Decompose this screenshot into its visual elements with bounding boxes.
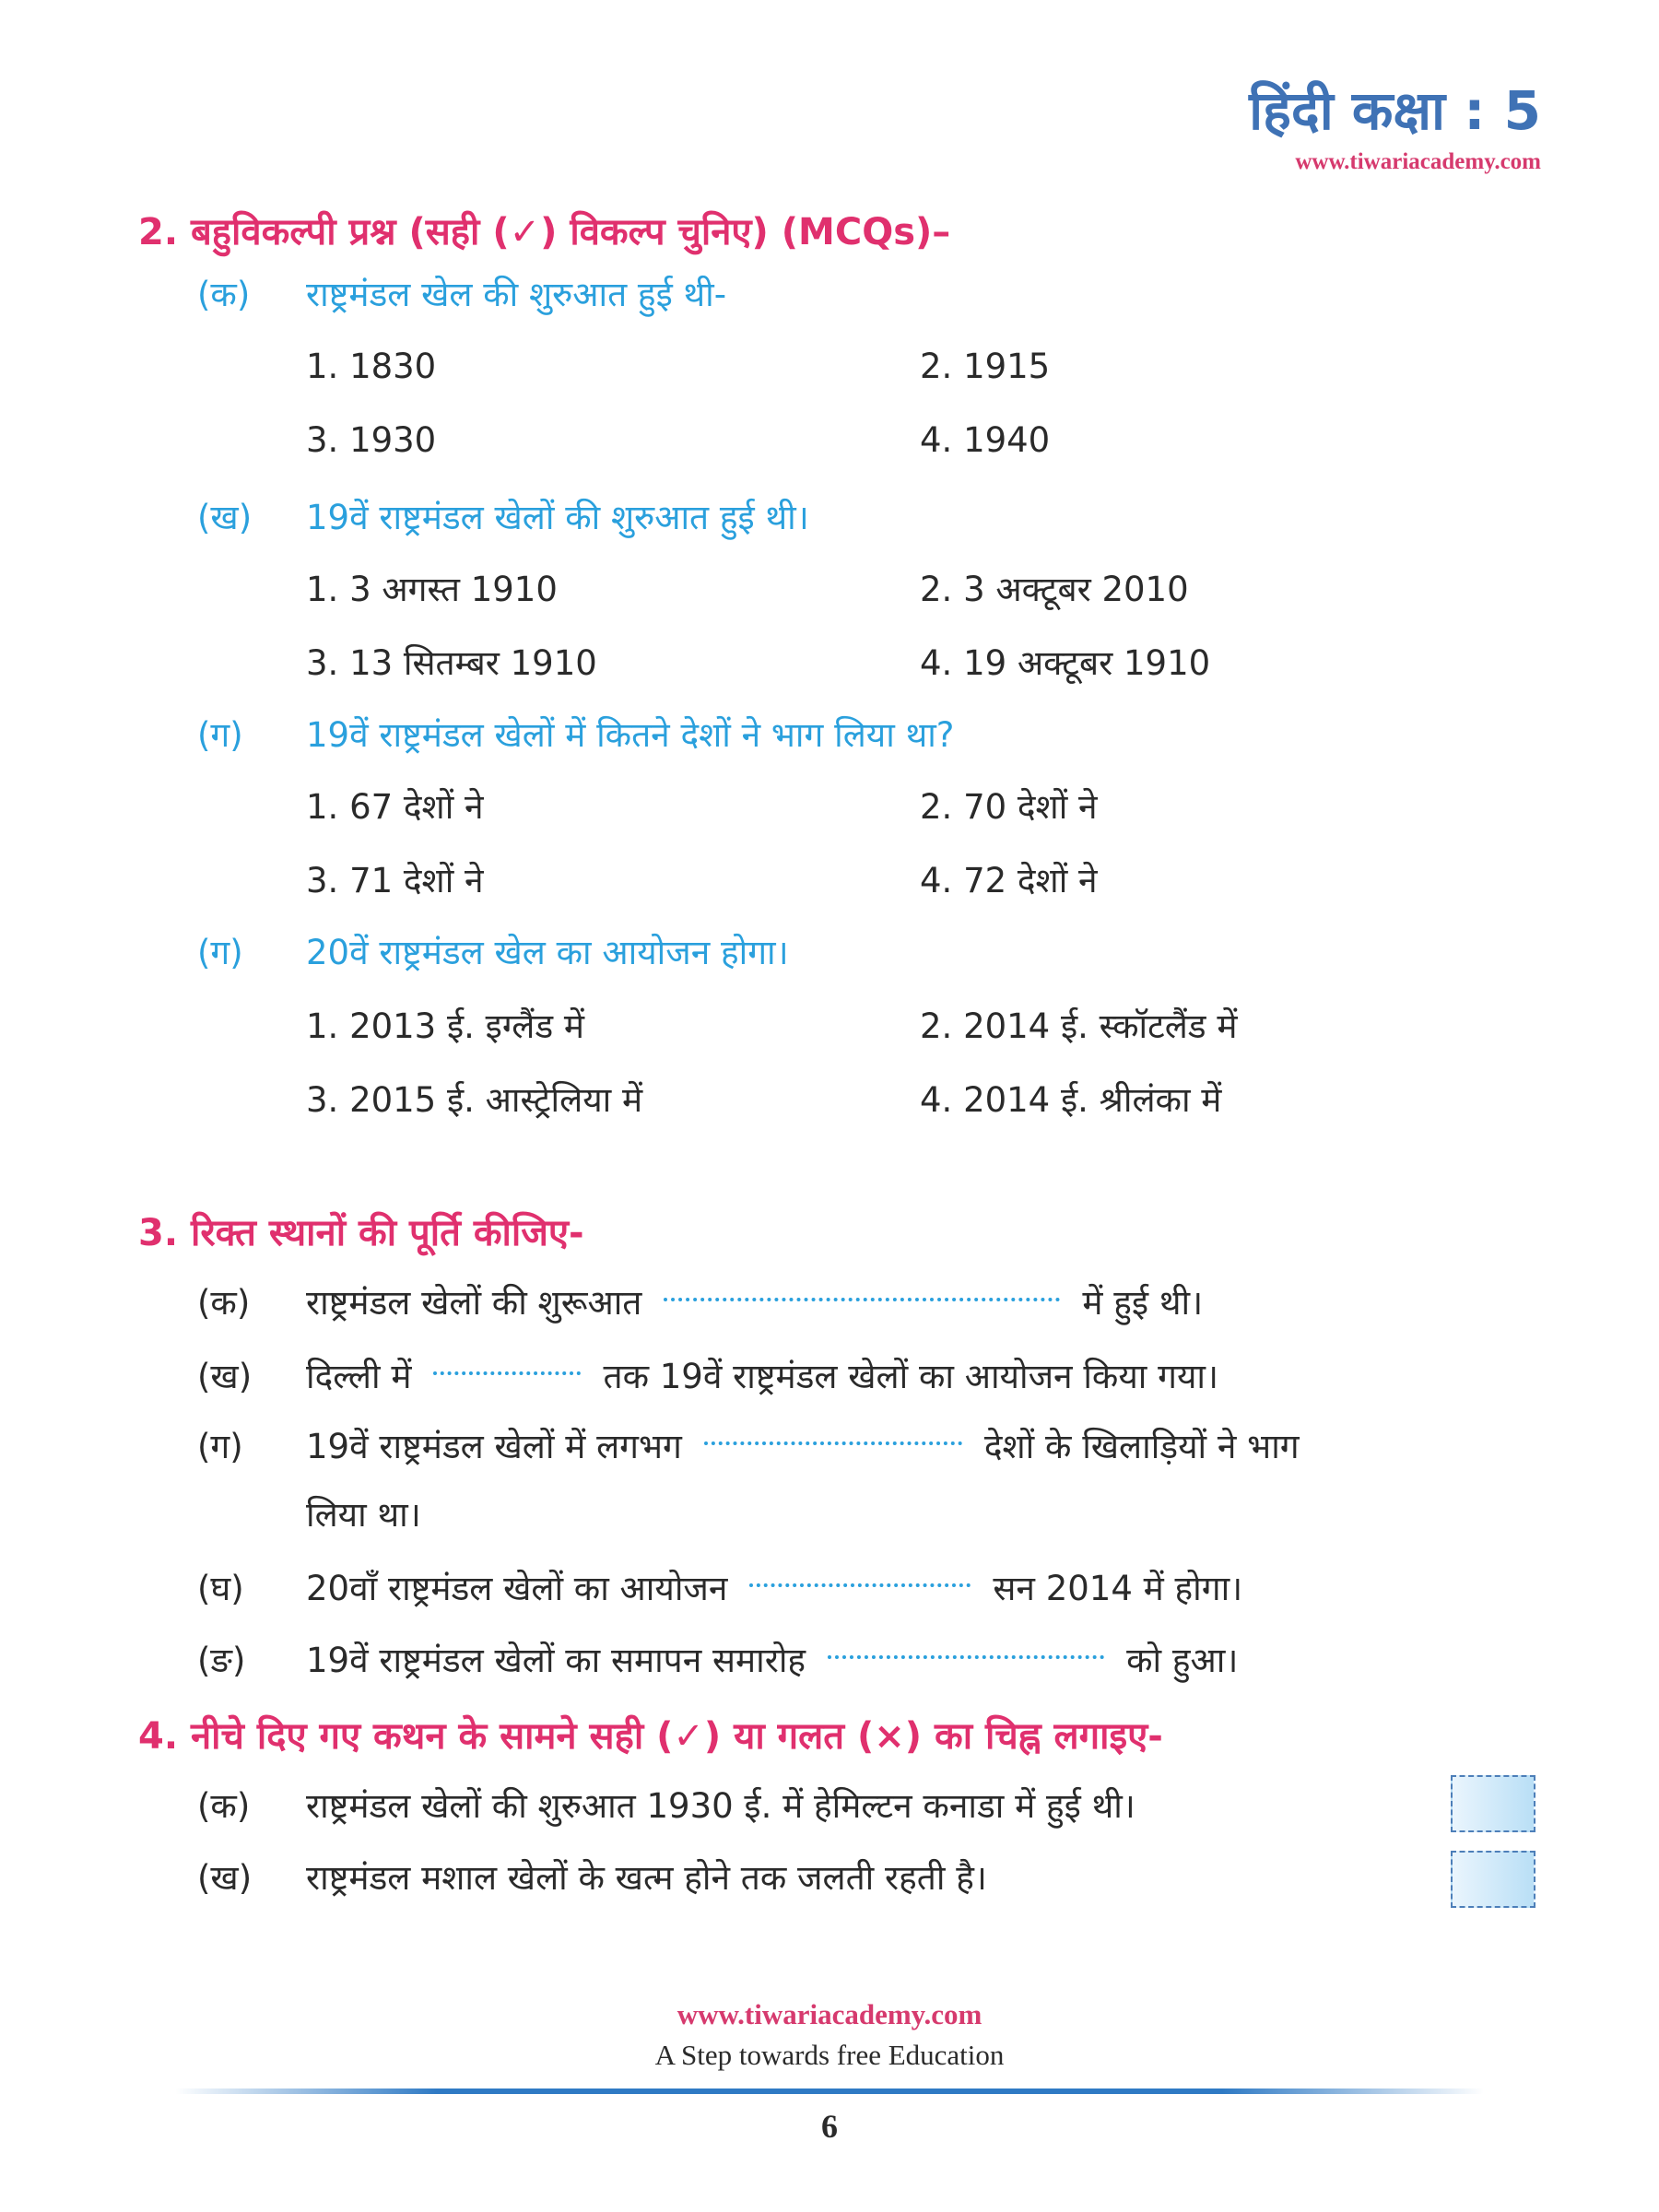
true-false-item (197, 1781, 1135, 1828)
item-text-before: दिल्ली में (306, 1357, 412, 1396)
item-text: राष्ट्रमंडल मशाल खेलों के खत्म होने तक जलती रहती है। (306, 1858, 987, 1898)
item-text-after: को हुआ। (1126, 1641, 1239, 1680)
item-text-before: 20वाँ राष्ट्रमंडल खेलों का आयोजन (306, 1569, 728, 1608)
item-text-before: 19वें राष्ट्रमंडल खेलों का समापन समारोह (306, 1641, 806, 1680)
fill-item-continuation: लिया था। (306, 1495, 421, 1535)
mcq-question-3 (197, 710, 954, 757)
blank-field[interactable] (704, 1421, 962, 1445)
header-website-link[interactable]: www.tiwariacademy.com (1295, 149, 1541, 174)
blank-field[interactable] (749, 1563, 971, 1587)
mcq-option[interactable]: 3. 71 देशों ने (306, 861, 484, 900)
mcq-option[interactable]: 1. 2013 ई. इग्लैंड में (306, 1006, 585, 1046)
fill-item (197, 1277, 1203, 1324)
question-text: 19वें राष्ट्रमंडल खेलों में कितने देशों ने भाग लिया था? (306, 715, 955, 755)
mcq-option[interactable]: 3. 13 सितम्बर 1910 (306, 643, 597, 683)
question-text: 20वें राष्ट्रमंडल खेल का आयोजन होगा। (306, 933, 789, 972)
item-label: (ख) (197, 1858, 253, 1898)
item-label: (घ) (197, 1569, 244, 1608)
item-text-after: तक 19वें राष्ट्रमंडल खेलों का आयोजन किया गया। (603, 1357, 1219, 1396)
mcq-option[interactable]: 3. 2015 ई. आस्ट्रेलिया में (306, 1080, 643, 1120)
item-label: (ख) (197, 1357, 253, 1396)
mcq-option[interactable]: 4. 72 देशों ने (920, 861, 1098, 900)
question-text: राष्ट्रमंडल खेल की शुरुआत हुई थी- (306, 275, 727, 314)
fill-item (197, 1351, 1218, 1398)
mcq-option[interactable]: 2. 2014 ई. स्कॉटलैंड में (920, 1006, 1238, 1046)
page-number: 6 (821, 2108, 838, 2145)
mcq-option[interactable]: 1. 67 देशों ने (306, 787, 484, 827)
question-label: (क) (197, 275, 251, 314)
mcq-option[interactable]: 2. 1915 (920, 347, 1051, 386)
answer-checkbox[interactable] (1451, 1775, 1535, 1832)
mcq-option[interactable]: 3. 1930 (306, 420, 437, 460)
mcq-option[interactable]: 1. 3 अगस्त 1910 (306, 570, 558, 609)
mcq-option[interactable]: 1. 1830 (306, 347, 437, 386)
mcq-section-heading: 2. बहुविकल्पी प्रश्न (सही (✓) विकल्प चुनिए) (MCQs)– (138, 211, 951, 253)
item-label: (क) (197, 1283, 251, 1323)
item-label: (ङ) (197, 1641, 246, 1680)
footer-website-link[interactable]: www.tiwariacademy.com (677, 1998, 982, 2030)
item-text-after: में हुई थी। (1082, 1283, 1204, 1323)
mcq-option[interactable]: 4. 1940 (920, 420, 1051, 460)
mcq-question-1 (197, 269, 726, 316)
fill-blanks-heading: 3. रिक्त स्थानों की पूर्ति कीजिए- (138, 1212, 584, 1254)
blank-field[interactable] (664, 1277, 1060, 1301)
page-header-title: हिंदी कक्षा : 5 (1249, 79, 1541, 142)
item-text-before: 19वें राष्ट्रमंडल खेलों में लगभग (306, 1427, 682, 1466)
fill-item (197, 1563, 1242, 1610)
mcq-question-4 (197, 927, 789, 974)
mcq-option[interactable]: 2. 70 देशों ने (920, 787, 1098, 827)
question-label: (ख) (197, 498, 253, 537)
question-label: (ग) (197, 933, 243, 972)
question-label: (ग) (197, 715, 243, 755)
item-label: (क) (197, 1786, 251, 1826)
answer-checkbox[interactable] (1451, 1851, 1535, 1908)
fill-item (197, 1635, 1238, 1682)
fill-item (197, 1421, 1300, 1468)
true-false-heading: 4. नीचे दिए गए कथन के सामने सही (✓) या गलत (×) का चिह्न लगाइए- (138, 1715, 1163, 1758)
blank-field[interactable] (433, 1351, 581, 1375)
footer-divider (175, 2088, 1484, 2094)
item-text-after: देशों के खिलाड़ियों ने भाग (983, 1427, 1300, 1466)
item-text: राष्ट्रमंडल खेलों की शुरुआत 1930 ई. में हेमिल्टन कनाडा में हुई थी। (306, 1786, 1135, 1826)
true-false-item (197, 1853, 987, 1900)
question-text: 19वें राष्ट्रमंडल खेलों की शुरुआत हुई थी। (306, 498, 809, 537)
mcq-option[interactable]: 2. 3 अक्टूबर 2010 (920, 570, 1189, 609)
mcq-option[interactable]: 4. 2014 ई. श्रीलंका में (920, 1080, 1222, 1120)
mcq-option[interactable]: 4. 19 अक्टूबर 1910 (920, 643, 1211, 683)
footer-tagline: A Step towards free Education (654, 2039, 1005, 2071)
item-label: (ग) (197, 1427, 243, 1466)
item-text-before: राष्ट्रमंडल खेलों की शुरूआत (306, 1283, 642, 1323)
mcq-question-2 (197, 492, 809, 539)
blank-field[interactable] (828, 1635, 1104, 1659)
item-text-after: सन 2014 में होगा। (993, 1569, 1243, 1608)
